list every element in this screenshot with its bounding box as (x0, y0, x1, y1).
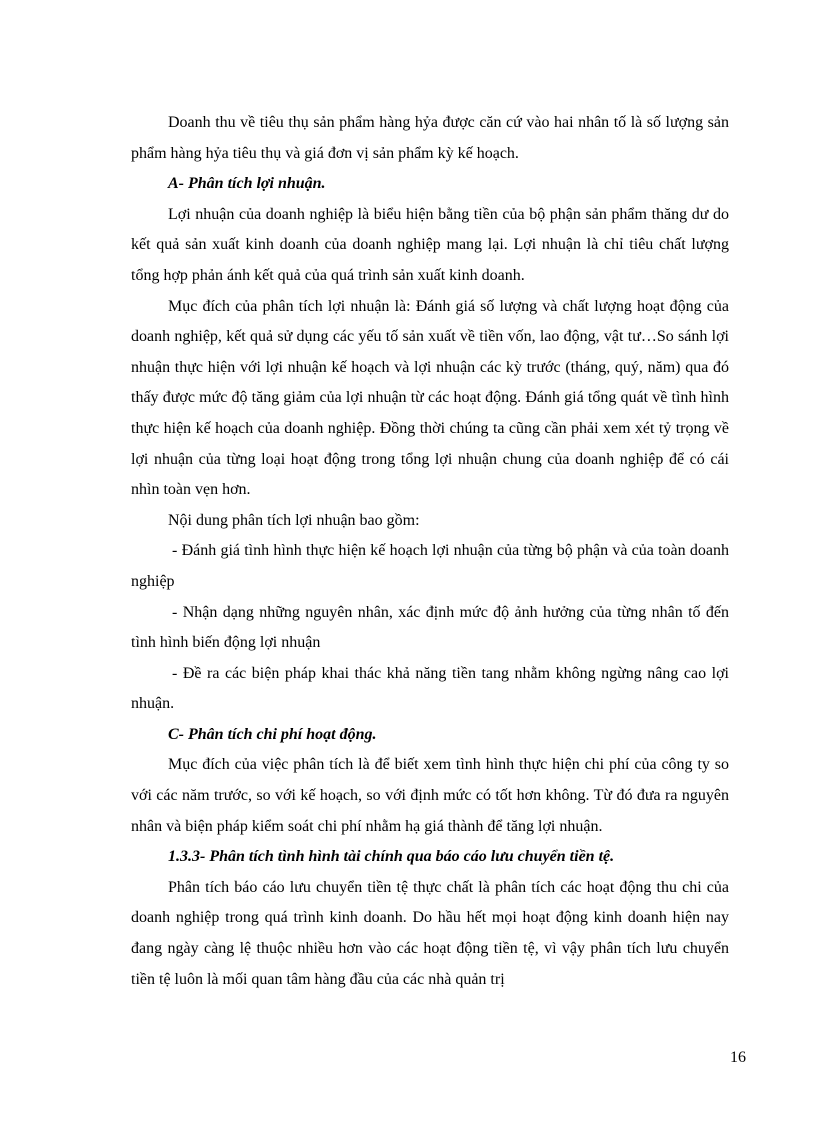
bullet-evaluate-plan: - Đánh giá tình hình thực hiện kế hoạch lợi nhuận của từng bộ phận và của toàn doanh nghiệp (131, 542, 729, 590)
bullet-identify-causes: - Nhận dạng những nguyên nhân, xác định mức độ ảnh hưởng của từng nhân tố đến tình hình biến động lợi nhuận (131, 603, 729, 652)
bullet-propose-measures: - Đề ra các biện pháp khai thác khả năng tiền tang nhằm không ngừng nâng cao lợi nhuận. (131, 664, 729, 713)
paragraph-profit-content-intro: Nội dung phân tích lợi nhuận bao gồm: (168, 511, 420, 529)
paragraph-profit-purpose: Mục đích của phân tích lợi nhuận là: Đánh giá số lượng và chất lượng hoạt động của doanh nghiệp, kết quả sử dụng các yếu tố sản xuất về tiền vốn, lao động, vật tư…So sánh lợi nhuận thực hiện với lợi nhuận kế hoạch và lợi nhuận các kỳ trước (tháng, quý, năm) qua đó thấy được mức độ tăng giảm của lợi nhuận từ các hoạt động. Đánh giá tổng quát về tình hình thực hiện kế hoạch của doanh nghiệp. Đồng thời chúng ta cũng cần phải xem xét tỷ trọng về lợi nhuận của từng loại hoạt động trong tổng lợi nhuận chung của doanh nghiệp để có cái nhìn toàn vẹn hơn. (131, 297, 729, 499)
paragraph-cost-purpose: Mục đích của việc phân tích là để biết xem tình hình thực hiện chi phí của công ty so với các năm trước, so với kế hoạch, so với định mức có tốt hơn không. Từ đó đưa ra nguyên nhân và biện pháp kiểm soát chi phí nhằm hạ giá thành để tăng lợi nhuận. (131, 756, 729, 835)
paragraph-cash-flow: Phân tích báo cáo lưu chuyển tiền tệ thực chất là phân tích các hoạt động thu chi của doanh nghiệp trong quá trình kinh doanh. Do hầu hết mọi hoạt động kinh doanh hiện nay đang ngày càng lệ thuộc nhiều hơn vào các hoạt động tiền tệ, vì vậy phân tích lưu chuyển tiền tệ luôn là mối quan tâm hàng đầu của các nhà quản trị (131, 878, 729, 988)
page-number: 16 (730, 1049, 746, 1066)
heading-cash-flow-analysis: 1.3.3- Phân tích tình hình tài chính qua báo cáo lưu chuyển tiền tệ. (168, 848, 615, 866)
heading-cost-analysis: C- Phân tích chi phí hoạt động. (168, 725, 377, 743)
heading-profit-analysis: A- Phân tích lợi nhuận. (168, 175, 326, 193)
paragraph-revenue-factors: Doanh thu về tiêu thụ sản phẩm hàng hỷa được căn cứ vào hai nhân tố là số lượng sản phẩm hàng hỷa tiêu thụ và giá đơn vị sản phẩm kỳ kế hoạch. (131, 114, 729, 162)
paragraph-profit-definition: Lợi nhuận của doanh nghiệp là biểu hiện bằng tiền của bộ phận sản phẩm thăng dư do kết quả sản xuất kinh doanh của doanh nghiệp mang lại. Lợi nhuận là chỉ tiêu chất lượng tổng hợp phản ánh kết quả của quá trình sản xuất kinh doanh. (131, 205, 729, 284)
page-body (131, 108, 729, 995)
